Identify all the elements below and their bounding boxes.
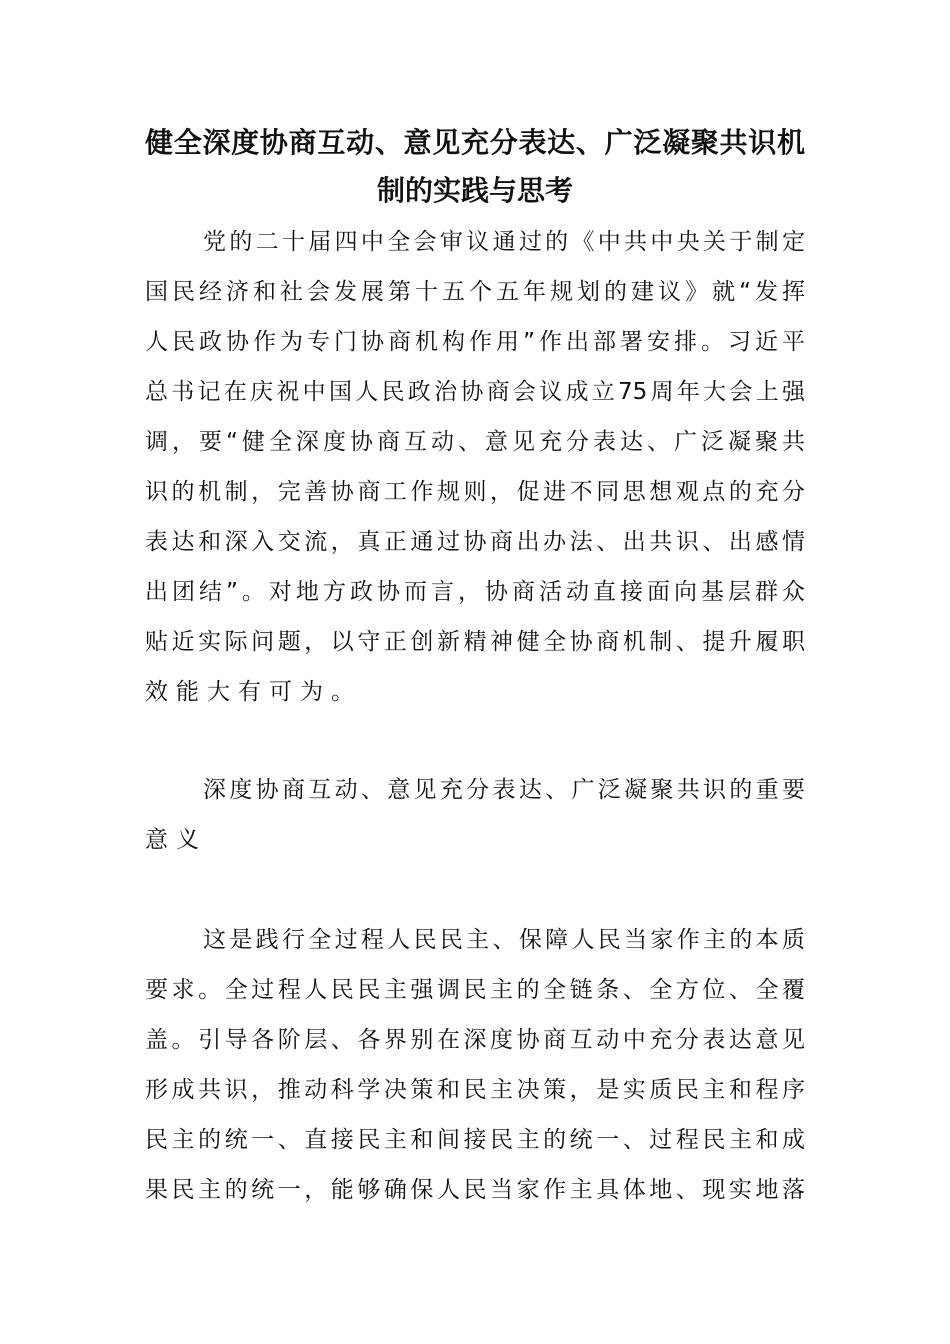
text-line: 形成共识，推动科学决策和民主决策，是实质民主和程序 [145, 1077, 805, 1103]
text-line: 党的二十届四中全会审议通过的《中共中央关于制定 [203, 229, 805, 255]
text-line: 这是践行全过程人民民主、保障人民当家作主的本质 [203, 927, 805, 953]
title-line: 制的实践与思考 [376, 174, 573, 207]
paragraph-intro [145, 217, 805, 717]
text-line: 总书记在庆祝中国人民政治协商会议成立75周年大会上强 [145, 379, 805, 405]
text-line: 意义 [145, 827, 207, 853]
paragraph-body [145, 915, 805, 1215]
text-line: 贴近实际问题，以守正创新精神健全协商机制、提升履职 [145, 629, 805, 655]
document-title [145, 119, 805, 215]
text-line: 出团结”。对地方政协而言，协商活动直接面向基层群众 [145, 579, 805, 605]
text-line: 要求。全过程人民民主强调民主的全链条、全方位、全覆 [145, 977, 805, 1003]
title-line: 健全深度协商互动、意见充分表达、广泛凝聚共识机 [145, 126, 805, 159]
text-line: 果民主的统一，能够确保人民当家作主具体地、现实地落 [145, 1177, 805, 1203]
text-line: 表达和深入交流，真正通过协商出办法、出共识、出感情 [145, 529, 805, 555]
text-line: 效能大有可为。 [145, 679, 362, 705]
text-line: 盖。引导各阶层、各界别在深度协商互动中充分表达意见 [145, 1027, 805, 1053]
text-line: 调，要“健全深度协商互动、意见充分表达、广泛凝聚共 [145, 429, 805, 455]
text-line: 国民经济和社会发展第十五个五年规划的建议》就“发挥 [145, 279, 805, 305]
text-line: 民主的统一、直接民主和间接民主的统一、过程民主和成 [145, 1127, 805, 1153]
text-line: 深度协商互动、意见充分表达、广泛凝聚共识的重要 [203, 777, 805, 803]
text-line: 识的机制，完善协商工作规则，促进不同思想观点的充分 [145, 479, 805, 505]
section-heading [145, 765, 805, 865]
text-line: 人民政协作为专门协商机构作用”作出部署安排。习近平 [145, 329, 805, 355]
